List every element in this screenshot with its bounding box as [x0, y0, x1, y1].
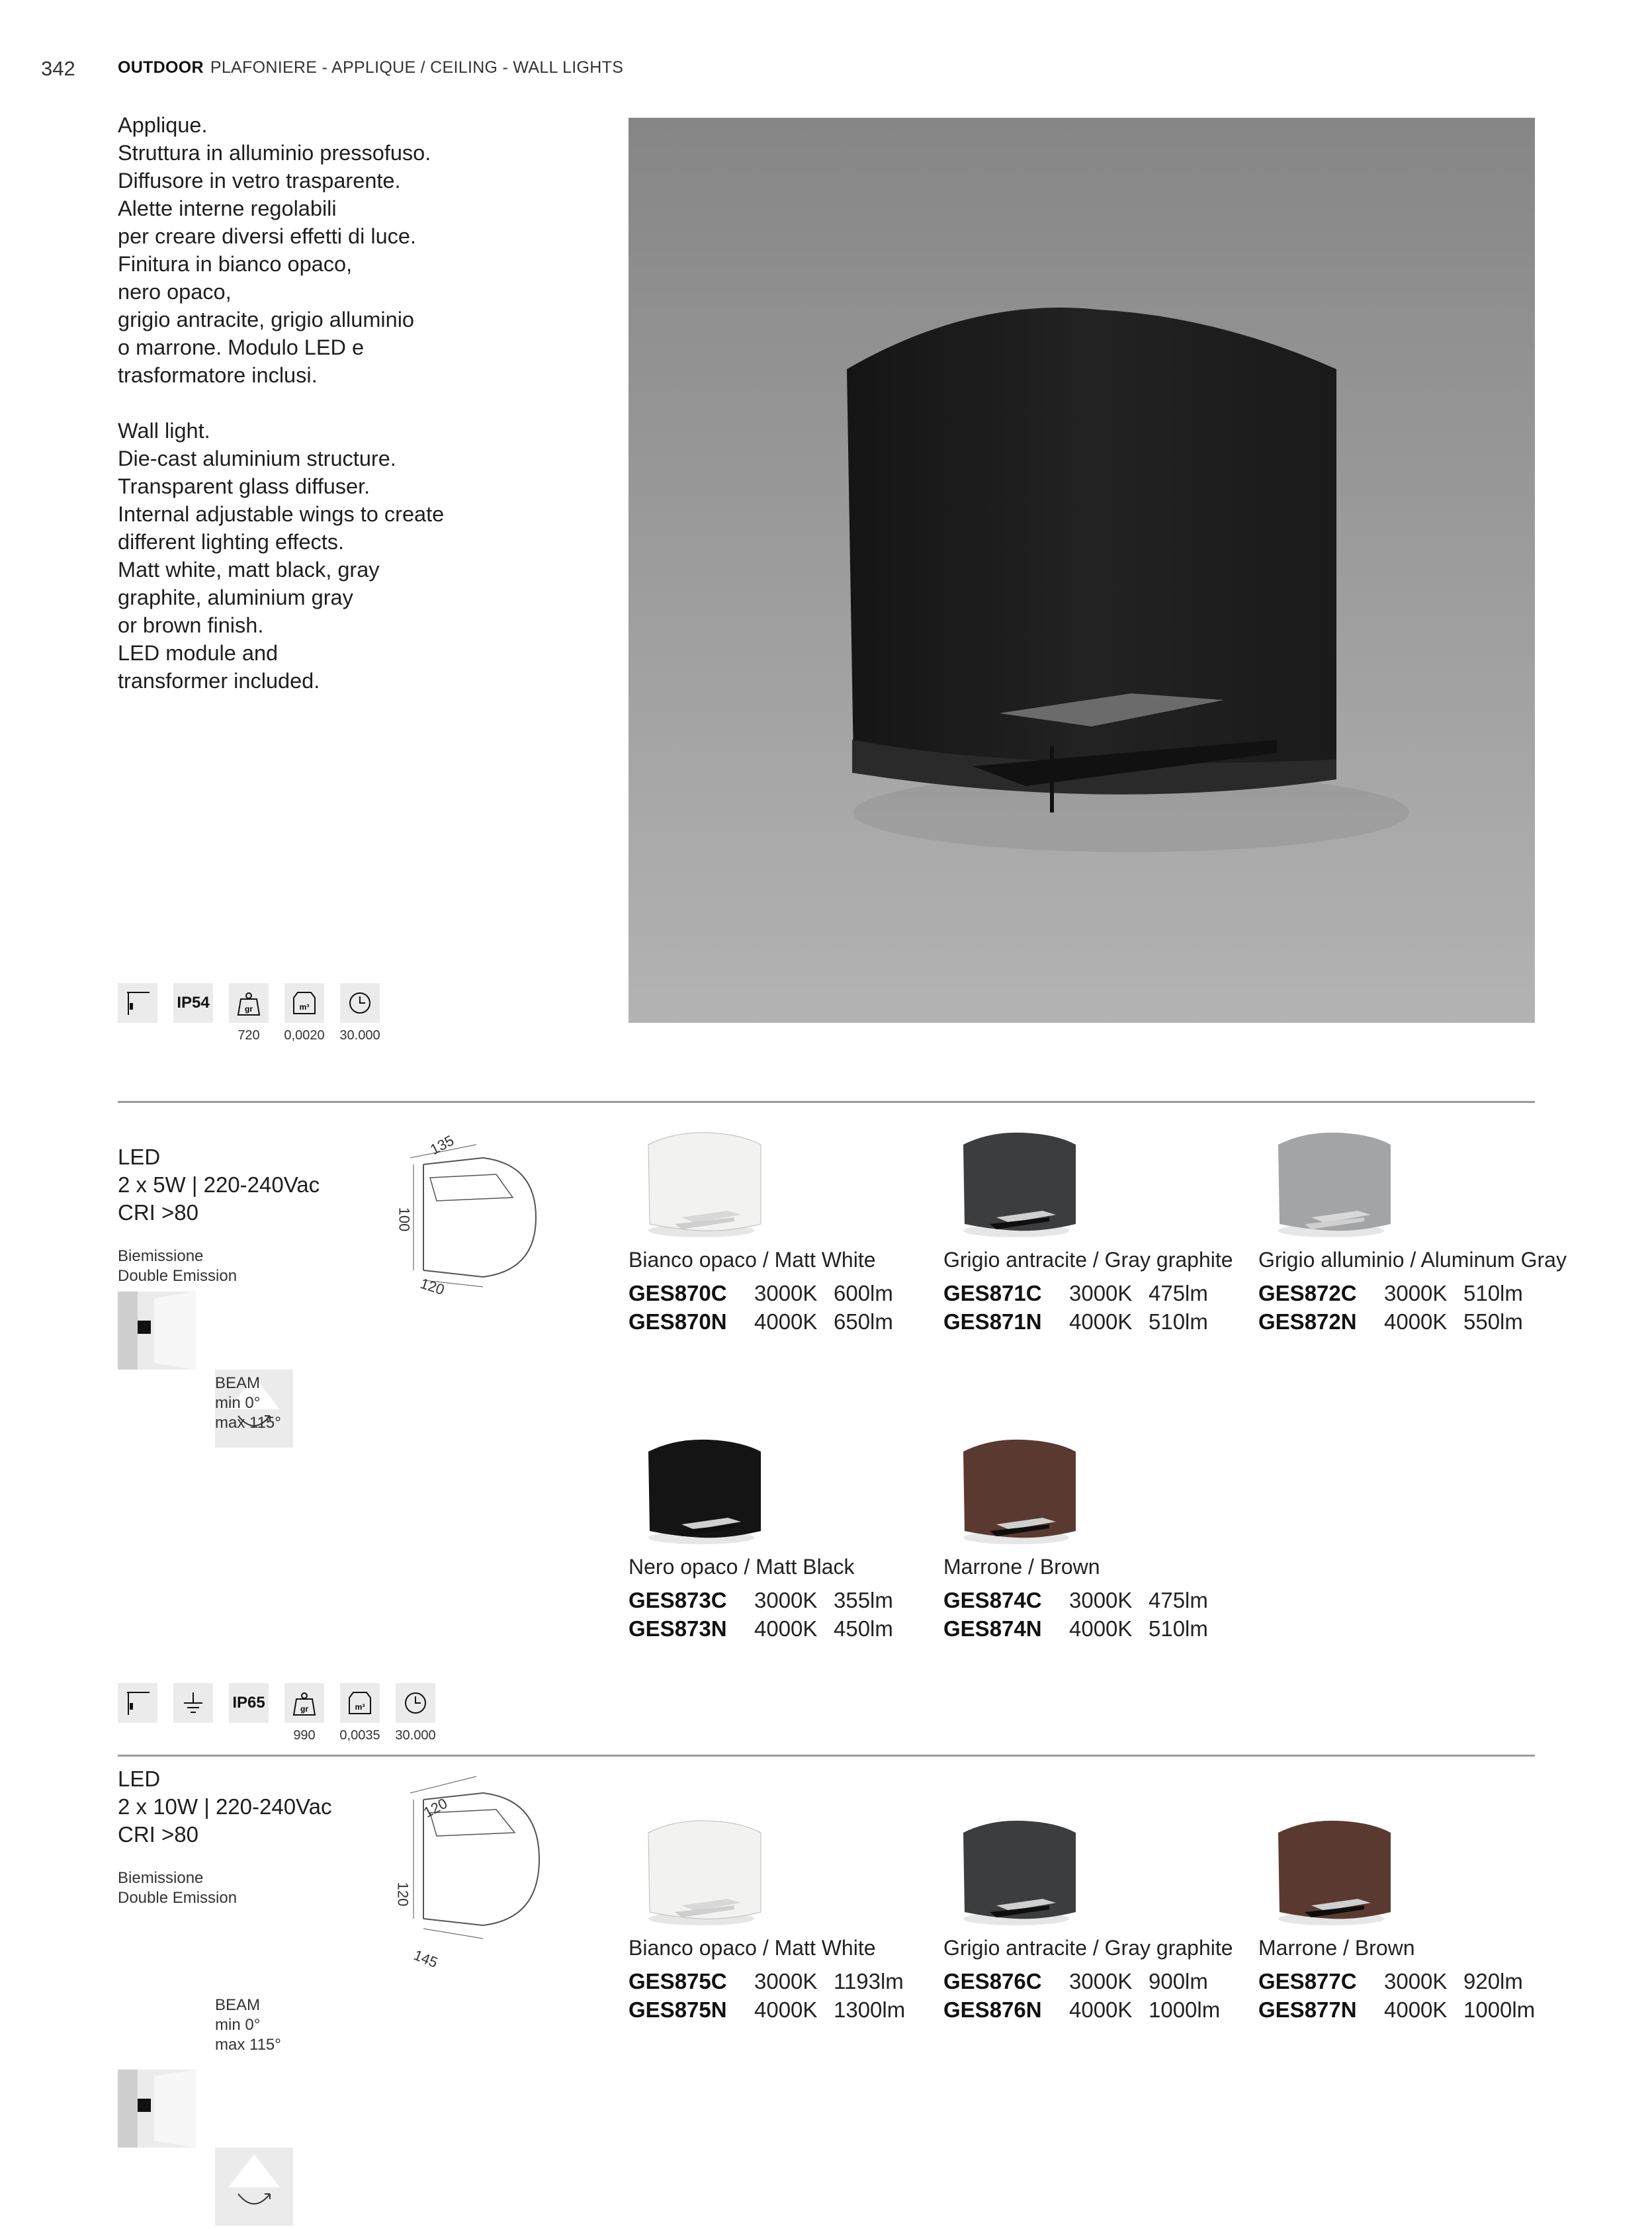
product-code: GES873C: [629, 1588, 727, 1612]
code-row: [943, 1586, 1261, 1614]
variant-card: [943, 1806, 1261, 2024]
section1-spec: [118, 1143, 320, 1227]
color-temperature: 4000K: [1384, 1309, 1448, 1334]
variant-codes: [1258, 1279, 1576, 1336]
section2-spec: [118, 1765, 331, 1849]
product-code: GES870N: [629, 1309, 727, 1334]
section-divider: [118, 1755, 1535, 1757]
svg-text:gr: gr: [300, 1704, 308, 1714]
variant-codes: [629, 1279, 946, 1336]
emission-en: Double Emission: [118, 1889, 238, 1907]
luminous-flux: 475lm: [1149, 1588, 1208, 1612]
variant-finish-name: Marrone / Brown: [1258, 1936, 1415, 1960]
color-temperature: 3000K: [754, 1969, 818, 1993]
color-temperature: 3000K: [1069, 1969, 1133, 1993]
volume-icon: [339, 1683, 380, 1743]
product-code: GES875C: [629, 1969, 727, 1993]
ip-rating-badge: [173, 983, 213, 1023]
dim-width: 145: [411, 1946, 441, 1972]
luminous-flux: 510lm: [1149, 1616, 1208, 1641]
variant-thumbnail: [950, 1806, 1082, 1932]
product-code: GES873N: [629, 1616, 727, 1641]
variant-thumbnail: [635, 1118, 767, 1244]
luminous-flux: 920lm: [1463, 1969, 1523, 1993]
ground-icon: [173, 1683, 213, 1723]
wall-mount-icon: [118, 1683, 157, 1723]
page-number: 342: [41, 57, 75, 80]
product-code: GES872N: [1258, 1309, 1357, 1334]
color-temperature: 4000K: [754, 1616, 818, 1641]
variant-thumbnail: [635, 1425, 767, 1551]
lifetime-icon: [395, 1683, 436, 1743]
code-row: [629, 1307, 946, 1336]
beam-max: max 115°: [215, 1414, 281, 1432]
weight-icon: [229, 983, 269, 1043]
description-english: Wall light. Die-cast aluminium structure. Transparent glass diffuser. Internal adjustable wings to create different lighting effects. Matt white, matt black, gray graphite, aluminium gray or brown finish. LED module and transformer included.: [118, 419, 445, 693]
color-temperature: 3000K: [1384, 1281, 1448, 1305]
variant-codes: [943, 1967, 1261, 2024]
dim-depth: 135: [427, 1131, 457, 1158]
variant-card: [629, 1425, 946, 1643]
emission-en: Double Emission: [118, 1267, 238, 1285]
luminous-flux: 475lm: [1149, 1281, 1208, 1305]
emission-it: Biemissione: [118, 1869, 204, 1887]
luminous-flux: 510lm: [1463, 1281, 1523, 1305]
product-code: GES871C: [943, 1281, 1042, 1305]
svg-text:m³: m³: [355, 1702, 365, 1712]
code-row: [943, 1307, 1261, 1336]
wall-mount-icon: [118, 983, 157, 1023]
variant-codes: [1258, 1967, 1576, 2024]
variant-finish-name: Grigio antracite / Gray graphite: [943, 1936, 1233, 1960]
variant-card: [629, 1806, 946, 2024]
section1-dimension-drawing: [396, 1131, 556, 1299]
variant-codes: [629, 1586, 946, 1643]
variant-thumbnail: [950, 1425, 1082, 1551]
beam-label: BEAM: [215, 1374, 261, 1392]
section2-beam: [215, 1995, 281, 2055]
variant-thumbnail: [1265, 1806, 1397, 1932]
ip-rating-label: IP54: [177, 994, 210, 1012]
product-code: GES877N: [1258, 1997, 1357, 2022]
variant-codes: [943, 1586, 1261, 1643]
luminous-flux: 510lm: [1149, 1309, 1208, 1334]
variant-card: [1258, 1118, 1576, 1336]
color-temperature: 3000K: [1069, 1588, 1133, 1612]
lifetime-value: 30.000: [395, 1728, 436, 1743]
ip-rating-label: IP65: [232, 1694, 265, 1712]
lifetime-icon: [339, 983, 380, 1043]
section1-icon-row: [118, 983, 380, 1043]
code-row: [943, 1279, 1261, 1307]
product-code: GES870C: [629, 1281, 727, 1305]
code-row: [629, 1279, 946, 1307]
code-row: [1258, 1307, 1576, 1336]
variant-thumbnail: [1265, 1118, 1397, 1244]
emission-it: Biemissione: [118, 1247, 204, 1265]
variant-card: [1258, 1806, 1576, 2024]
product-code: GES875N: [629, 1997, 727, 2022]
variant-finish-name: Nero opaco / Matt Black: [629, 1555, 855, 1579]
luminous-flux: 1300lm: [834, 1997, 906, 2022]
product-code: GES876N: [943, 1997, 1042, 2022]
volume-value: 0,0020: [284, 1028, 325, 1043]
color-temperature: 4000K: [1384, 1997, 1448, 2022]
color-temperature: 4000K: [754, 1309, 818, 1334]
code-row: [943, 1995, 1261, 2024]
color-temperature: 4000K: [1069, 1997, 1133, 2022]
spec-cri: CRI >80: [118, 1200, 198, 1225]
volume-icon: [284, 983, 325, 1043]
luminous-flux: 900lm: [1149, 1969, 1208, 1993]
svg-text:gr: gr: [245, 1004, 253, 1014]
spec-power: 2 x 5W | 220-240Vac: [118, 1172, 320, 1197]
variant-card: [943, 1425, 1261, 1643]
code-row: [629, 1995, 946, 2024]
luminous-flux: 1193lm: [834, 1969, 904, 1993]
variant-finish-name: Grigio alluminio / Aluminum Gray: [1258, 1248, 1567, 1272]
beam-angle-icon: [215, 2148, 293, 2226]
variant-finish-name: Marrone / Brown: [943, 1555, 1100, 1579]
color-temperature: 4000K: [1069, 1309, 1133, 1334]
code-row: [629, 1614, 946, 1643]
color-temperature: 4000K: [1069, 1616, 1133, 1641]
code-row: [943, 1967, 1261, 1995]
product-code: GES874C: [943, 1588, 1042, 1612]
wall-light-image: [629, 118, 1535, 1023]
product-code: GES872C: [1258, 1281, 1357, 1305]
svg-text:m³: m³: [299, 1002, 310, 1012]
luminous-flux: 355lm: [834, 1588, 893, 1612]
spec-cri: CRI >80: [118, 1822, 198, 1847]
product-description: [118, 111, 528, 695]
section2-icon-row: [118, 1683, 436, 1743]
color-temperature: 3000K: [1069, 1281, 1133, 1305]
code-row: [943, 1614, 1261, 1643]
weight-value: 990: [293, 1728, 316, 1743]
variant-codes: [943, 1279, 1261, 1336]
beam-min: min 0°: [215, 1394, 261, 1412]
variant-finish-name: Bianco opaco / Matt White: [629, 1248, 876, 1272]
beam-label: BEAM: [215, 1996, 261, 2014]
dim-height: 100: [396, 1207, 413, 1232]
product-code: GES877C: [1258, 1969, 1357, 1993]
section-title: OUTDOOR: [118, 58, 204, 77]
weight-value: 720: [238, 1028, 260, 1043]
variant-thumbnail: [950, 1118, 1082, 1244]
luminous-flux: 650lm: [834, 1309, 893, 1334]
luminous-flux: 1000lm: [1149, 1997, 1221, 2022]
code-row: [629, 1586, 946, 1614]
hero-product-photo: [629, 118, 1535, 1023]
color-temperature: 3000K: [1384, 1969, 1448, 1993]
spec-power: 2 x 10W | 220-240Vac: [118, 1794, 332, 1819]
double-emission-icon: [118, 1291, 196, 1370]
luminous-flux: 600lm: [834, 1281, 893, 1305]
luminous-flux: 1000lm: [1463, 1997, 1536, 2022]
code-row: [1258, 1279, 1576, 1307]
code-row: [1258, 1995, 1576, 2024]
double-emission-icon: [118, 2070, 196, 2148]
volume-value: 0,0035: [339, 1728, 380, 1743]
section-subtitle: PLAFONIERE - APPLIQUE / CEILING - WALL LIGHTS: [210, 58, 624, 77]
variant-card: [943, 1118, 1261, 1336]
lifetime-value: 30.000: [339, 1028, 380, 1043]
code-row: [629, 1967, 946, 1995]
color-temperature: 4000K: [754, 1997, 818, 2022]
ip-rating-badge: [229, 1683, 269, 1723]
variant-thumbnail: [635, 1806, 767, 1932]
dim-height: 120: [394, 1882, 412, 1907]
spec-type: LED: [118, 1767, 161, 1791]
weight-icon: [284, 1683, 324, 1743]
product-code: GES874N: [943, 1616, 1042, 1641]
page-header: [118, 58, 623, 77]
product-code: GES876C: [943, 1969, 1042, 1993]
section-divider: [118, 1101, 1535, 1103]
beam-min: min 0°: [215, 2016, 261, 2034]
section1-beam: [215, 1374, 281, 1433]
dim-depth: 120: [421, 1794, 451, 1821]
product-code: GES871N: [943, 1309, 1042, 1334]
color-temperature: 3000K: [754, 1588, 818, 1612]
section2-emission: [118, 1868, 237, 1908]
description-italian: Applique. Struttura in alluminio pressofuso. Diffusore in vetro trasparente. Alette interne regolabili per creare diversi effetti di luce. Finitura in bianco opaco, nero opaco, grigio antracite, grigio alluminio o marrone. Modulo LED e trasformatore inclusi.: [118, 113, 431, 387]
section1-emission: [118, 1246, 237, 1286]
luminous-flux: 550lm: [1463, 1309, 1523, 1334]
section2-dimension-drawing: [394, 1760, 556, 1972]
variant-finish-name: Bianco opaco / Matt White: [629, 1936, 876, 1960]
dim-width: 120: [418, 1274, 447, 1299]
luminous-flux: 450lm: [834, 1616, 893, 1641]
beam-max: max 115°: [215, 2036, 281, 2054]
code-row: [1258, 1967, 1576, 1995]
variant-finish-name: Grigio antracite / Gray graphite: [943, 1248, 1233, 1272]
variant-card: [629, 1118, 946, 1336]
spec-type: LED: [118, 1145, 161, 1169]
variant-codes: [629, 1967, 946, 2024]
color-temperature: 3000K: [754, 1281, 818, 1305]
